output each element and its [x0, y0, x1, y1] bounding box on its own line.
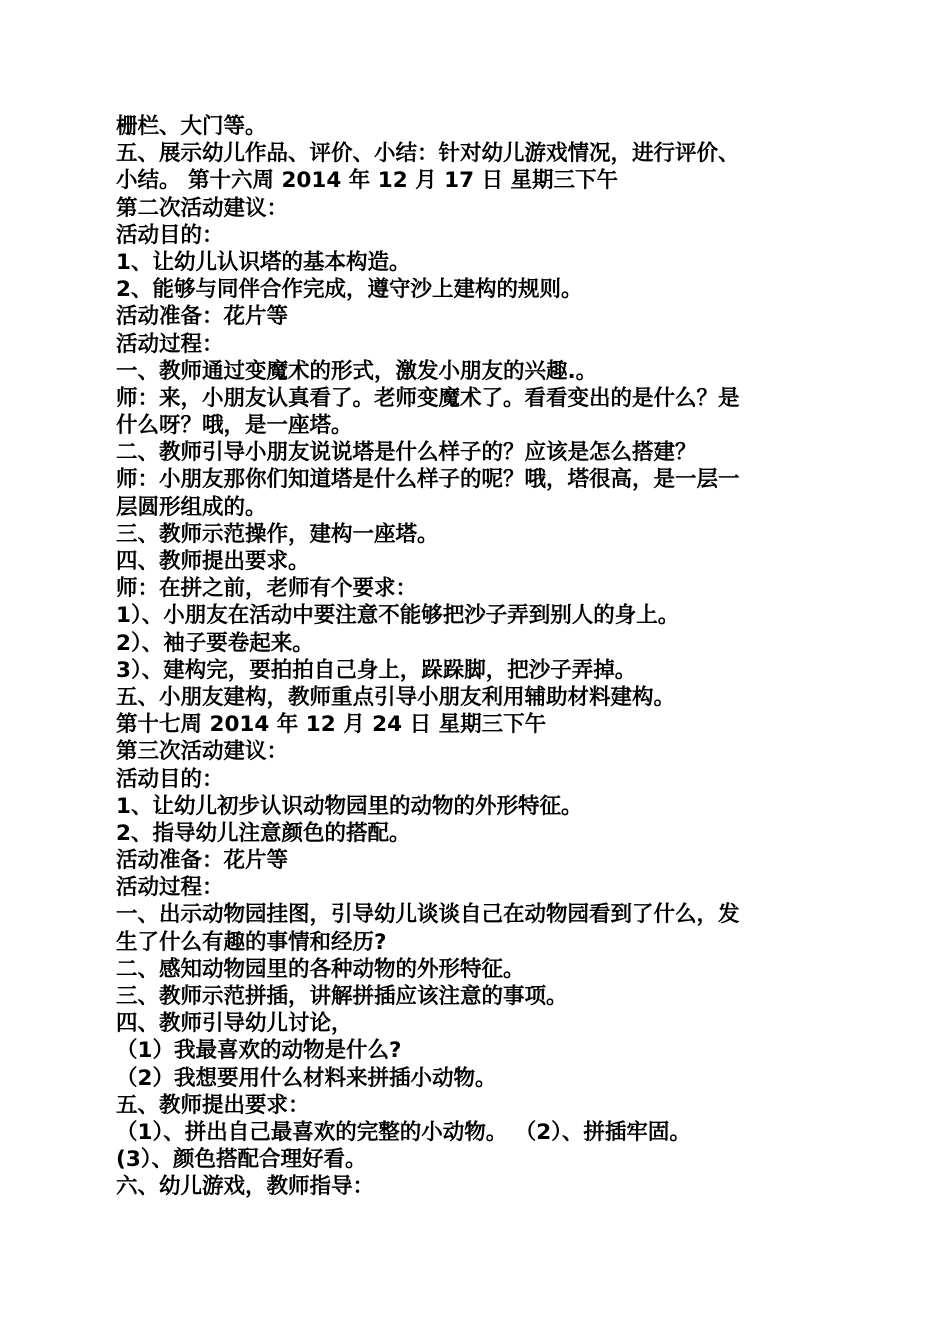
text-line: 二、教师引导小朋友说说塔是什么样子的？应该是怎么搭建？	[116, 440, 697, 466]
text-line: 五、教师提出要求：	[116, 1092, 310, 1118]
document-body	[116, 113, 836, 1201]
text-line: 2、指导幼儿注意颜色的搭配。	[116, 820, 411, 846]
text-line: 五、小朋友建构，教师重点引导小朋友利用辅助材料建构。	[116, 684, 676, 710]
text-line: 1、让幼儿初步认识动物园里的动物的外形特征。	[116, 793, 583, 819]
text-line: 二、感知动物园里的各种动物的外形特征。	[116, 956, 525, 982]
text-line: 师：来，小朋友认真看了。老师变魔术了。看看变出的是什么？是	[116, 385, 740, 411]
text-line: 活动过程：	[116, 331, 224, 357]
text-line: 1、让幼儿认识塔的基本构造。	[116, 249, 411, 275]
text-line: 五、展示幼儿作品、评价、小结：针对幼儿游戏情况，进行评价、	[116, 141, 740, 167]
text-line: 栅栏、大门等。	[116, 114, 267, 139]
text-line: 师：在拼之前，老师有个要求：	[116, 576, 418, 602]
section-heading: 第二次活动建议：	[116, 195, 289, 221]
text-line: （1）、拼出自己最喜欢的完整的小动物。 （2）、拼插牢固。	[116, 1119, 691, 1145]
text-line: 小结。 第十六周 2014 年 12 月 17 日 星期三下午	[116, 168, 619, 194]
text-line: （1）我最喜欢的动物是什么?	[116, 1038, 402, 1064]
section-heading: 第三次活动建议：	[116, 739, 289, 765]
text-line: 活动准备：花片等	[116, 848, 289, 874]
text-line: 生了什么有趣的事情和经历?	[116, 929, 387, 955]
text-line: 3）、建构完，要拍拍自己身上，跺跺脚，把沙子弄掉。	[116, 657, 637, 683]
text-line: 2）、袖子要卷起来。	[116, 630, 314, 656]
section-heading: 第十七周 2014 年 12 月 24 日 星期三下午	[116, 712, 547, 738]
text-line: 活动目的：	[116, 222, 224, 248]
text-line: 1）、小朋友在活动中要注意不能够把沙子弄到别人的身上。	[116, 603, 680, 629]
text-line: 师：小朋友那你们知道塔是什么样子的呢？哦，塔很高，是一层一	[116, 467, 740, 493]
text-line: 四、教师引导幼儿讨论，	[116, 1011, 353, 1037]
text-line: (3）、颜色搭配合理好看。	[116, 1147, 367, 1173]
text-line: 一、教师通过变魔术的形式，激发小朋友的兴趣.。	[116, 358, 598, 384]
text-line: 四、教师提出要求。	[116, 549, 310, 574]
text-line: 什么呀？哦，是一座塔。	[116, 413, 353, 439]
text-line: 六、幼儿游戏，教师指导：	[116, 1174, 375, 1200]
text-line: 活动过程：	[116, 875, 224, 901]
text-line: 活动准备：花片等	[116, 304, 289, 330]
text-line: （2）我想要用什么材料来拼插小动物。	[116, 1065, 497, 1091]
text-line: 2、能够与同伴合作完成，遵守沙上建构的规则。	[116, 277, 583, 303]
text-line: 层圆形组成的。	[116, 494, 267, 520]
text-line: 三、教师示范操作，建构一座塔。	[116, 521, 439, 547]
text-line: 活动目的：	[116, 766, 224, 792]
text-line: 一、出示动物园挂图，引导幼儿谈谈自己在动物园看到了什么，发	[116, 902, 740, 928]
text-line: 三、教师示范拼插，讲解拼插应该注意的事项。	[116, 984, 568, 1009]
